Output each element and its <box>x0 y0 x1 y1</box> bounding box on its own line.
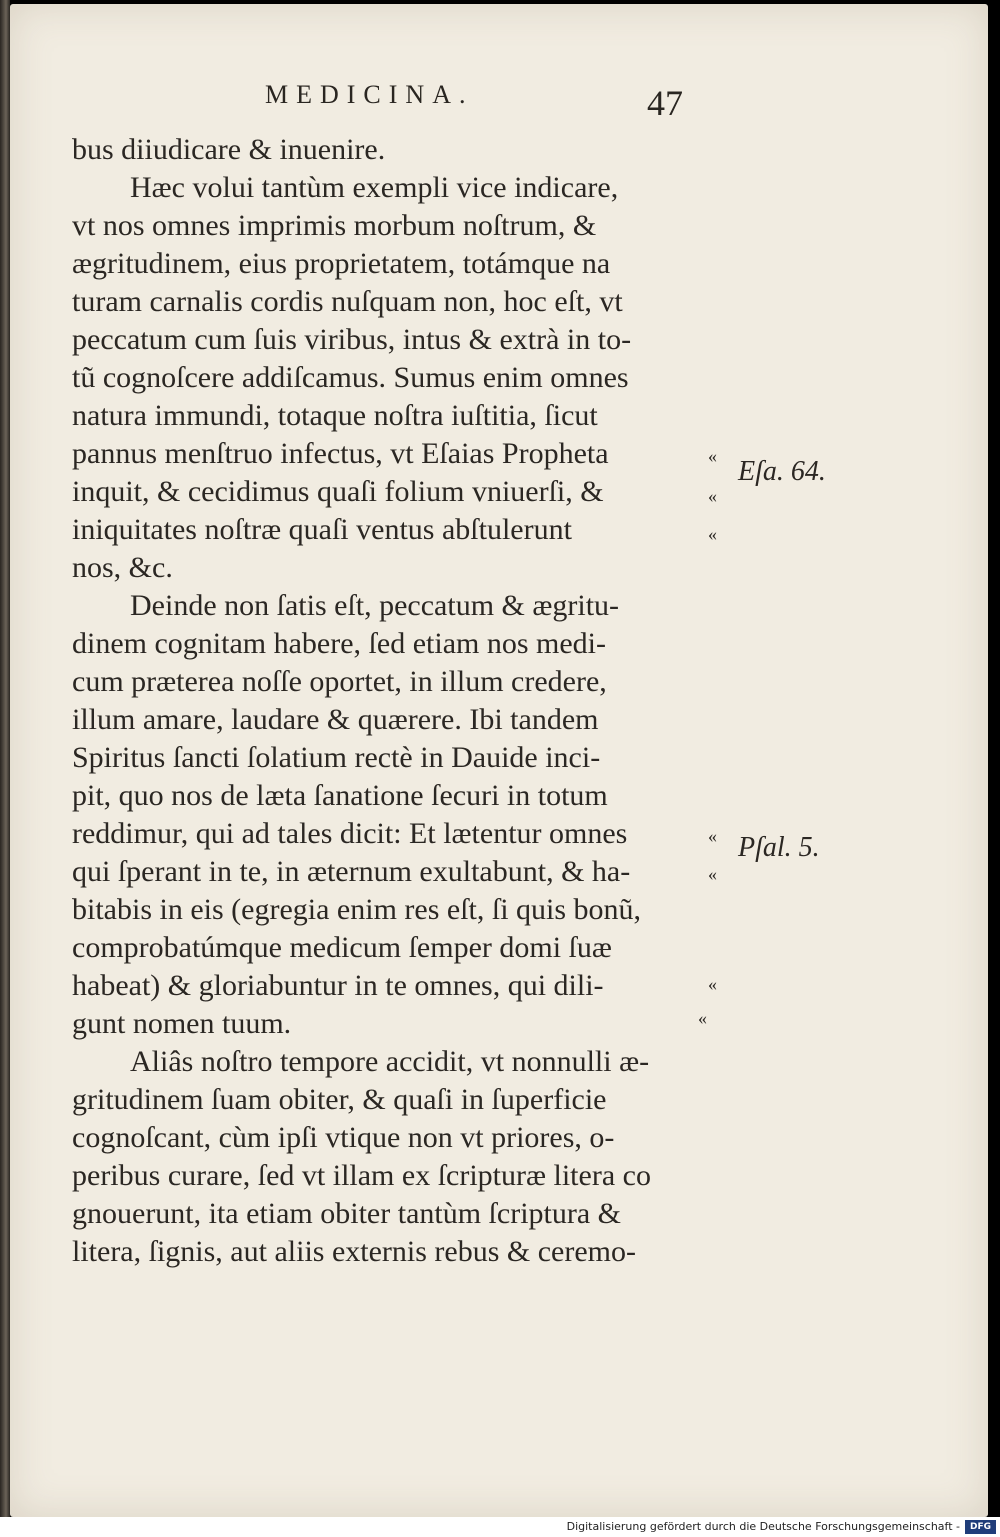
digitization-footer <box>0 1517 1000 1537</box>
text-line: litera, ſignis, aut aliis externis rebus & ceremo- <box>72 1235 636 1268</box>
text-line: Aliâs noſtro tempore accidit, vt nonnulli æ- <box>130 1045 650 1078</box>
quotation-mark: « <box>708 486 717 506</box>
text-line: nos, &c. <box>72 551 173 584</box>
dfg-logo: DFG <box>965 1520 996 1534</box>
footer-credit: Digitalisierung gefördert durch die Deutsche Forschungsgemeinschaft - <box>566 1520 960 1533</box>
margin-note: Eſa. 64. <box>738 456 826 487</box>
text-line: turam carnalis cordis nuſquam non, hoc eſt, vt <box>72 285 623 318</box>
text-line: pit, quo nos de læta ſanatione ſecuri in totum <box>72 779 608 812</box>
quotation-mark: « <box>708 524 717 544</box>
text-line: iniquitates noſtræ quaſi ventus abſtulerunt <box>72 513 572 546</box>
book-gutter <box>0 0 10 1537</box>
quotation-mark: « <box>708 864 717 884</box>
text-line: Spiritus ſancti ſolatium rectè in Dauide inci- <box>72 741 601 774</box>
text-line: cum præterea noſſe oportet, in illum credere, <box>72 665 607 698</box>
margin-note: Pſal. 5. <box>738 832 820 863</box>
text-line: gritudinem ſuam obiter, & quaſi in ſuperficie <box>72 1083 607 1116</box>
book-page <box>10 4 988 1517</box>
text-line: gunt nomen tuum. <box>72 1007 292 1040</box>
quotation-mark: « <box>698 1008 707 1028</box>
quotation-mark: « <box>708 974 717 994</box>
text-line: pannus menſtruo infectus, vt Eſaias Propheta <box>72 437 609 470</box>
text-line: dinem cognitam habere, ſed etiam nos medi- <box>72 627 606 660</box>
text-line: inquit, & cecidimus quaſi folium vniuerſi, & <box>72 475 604 508</box>
text-line: comprobatúmque medicum ſemper domi ſuæ <box>72 931 612 964</box>
text-line: peccatum cum ſuis viribus, intus & extrà in to- <box>72 323 632 356</box>
text-line: reddimur, qui ad tales dicit: Et lætentur omnes <box>72 817 628 850</box>
text-line: qui ſperant in te, in æternum exultabunt, & ha- <box>72 855 631 888</box>
quotation-mark: « <box>708 826 717 846</box>
text-line: illum amare, laudare & quærere. Ibi tandem <box>72 703 599 736</box>
text-line: gnouerunt, ita etiam obiter tantùm ſcriptura & <box>72 1197 622 1230</box>
page-number: 47 <box>647 83 683 123</box>
text-line: cognoſcant, cùm ipſi vtique non vt priores, o- <box>72 1121 615 1154</box>
running-head: MEDICINA. <box>265 80 474 109</box>
text-line: Deinde non ſatis eſt, peccatum & ægritu- <box>130 589 620 622</box>
text-line: peribus curare, ſed vt illam ex ſcripturæ litera co <box>72 1159 651 1192</box>
text-line: bitabis in eis (egregia enim res eſt, ſi quis bonũ, <box>72 893 642 926</box>
text-line: bus diiudicare & inuenire. <box>72 133 386 166</box>
quotation-mark: « <box>708 446 717 466</box>
text-line: Hæc volui tantùm exempli vice indicare, <box>130 171 619 204</box>
text-line: tũ cognoſcere addiſcamus. Sumus enim omnes <box>72 361 629 394</box>
text-line: natura immundi, totaque noſtra iuſtitia, ſicut <box>72 399 598 432</box>
text-line: ægritudinem, eius proprietatem, totámque na <box>72 247 611 280</box>
text-line: habeat) & gloriabuntur in te omnes, qui dili- <box>72 969 604 1002</box>
text-line: vt nos omnes imprimis morbum noſtrum, & <box>72 209 597 242</box>
